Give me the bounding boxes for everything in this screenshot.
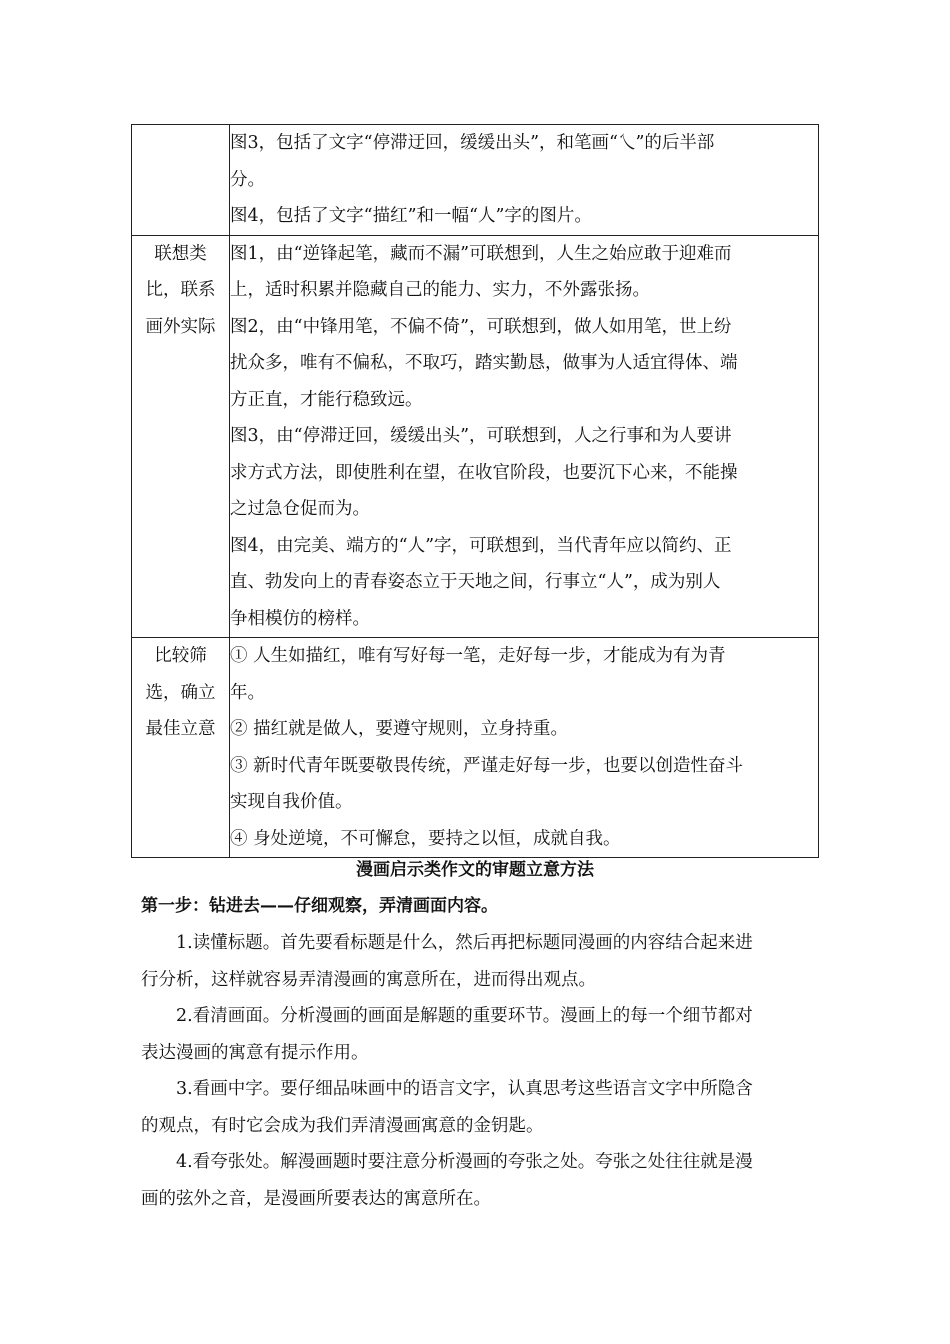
paragraph (141, 998, 813, 1071)
text-line: 扰众多，唯有不偏私，不取巧，踏实勤恳，做事为人适宜得体、端 (230, 353, 738, 373)
text-line: 图4，包括了文字“描红”和一幅“人”字的图片。 (230, 206, 592, 226)
label-line: 最佳立意 (145, 719, 216, 739)
text-line: 方正直，才能行稳致远。 (230, 389, 423, 410)
row-content-selection (230, 638, 819, 858)
text-line: 图1，由“逆锋起笔，藏而不漏”可联想到，人生之始应敢于迎难而 (230, 243, 732, 264)
paragraph (141, 1144, 813, 1217)
text-line: 年。 (230, 682, 265, 703)
paragraph-continuation: 行分析，这样就容易弄清漫画的寓意所在，进而得出观点。 (141, 969, 596, 990)
table-row (132, 235, 819, 638)
paragraph-first-line: 1.读懂标题。首先要看标题是什么，然后再把标题同漫画的内容结合起来进 (176, 933, 753, 953)
table-row (132, 638, 819, 858)
text-line: 之过急仓促而为。 (230, 499, 370, 519)
text-line: 图2，由“中锋用笔，不偏不倚”，可联想到，做人如用笔，世上纷 (230, 316, 732, 337)
paragraph-first-line: 2.看清画面。分析漫画的画面是解题的重要环节。漫画上的每一个细节都对 (176, 1006, 753, 1026)
paragraph (141, 1071, 813, 1144)
paragraph-continuation: 的观点，有时它会成为我们弄清漫画寓意的金钥匙。 (141, 1115, 544, 1136)
label-line: 联想类 (154, 243, 207, 264)
label-line: 比，联系 (145, 280, 216, 300)
table-row (132, 125, 819, 236)
analysis-table (131, 124, 819, 858)
text-line: 图3，由“停滞迂回，缓缓出头”，可联想到，人之行事和为人要讲 (230, 426, 732, 446)
label-line: 比较筛 (154, 646, 207, 666)
text-line: ③ 新时代青年既要敬畏传统，严谨走好每一步，也要以创造性奋斗 (230, 755, 744, 776)
paragraph-continuation: 表达漫画的寓意有提示作用。 (141, 1042, 369, 1063)
text-line: 分。 (230, 169, 265, 190)
paragraph (141, 925, 813, 998)
row-label-association (132, 235, 230, 638)
text-line: 求方式方法，即使胜利在望，在收官阶段，也要沉下心来，不能操 (230, 462, 738, 483)
row-label-empty (132, 125, 230, 236)
text-line: ② 描红就是做人，要遵守规则，立身持重。 (230, 719, 569, 739)
text-line: ④ 身处逆境，不可懈怠，要持之以恒，成就自我。 (230, 828, 621, 849)
text-line: 实现自我价值。 (230, 792, 353, 812)
text-line: ① 人生如描红，唯有写好每一笔，走好每一步，才能成为有为青 (230, 646, 726, 666)
paragraph-first-line: 4.看夸张处。解漫画题时要注意分析漫画的夸张之处。夸张之处往往就是漫 (176, 1152, 753, 1172)
label-line: 选，确立 (145, 682, 216, 703)
text-line: 直、勃发向上的青春姿态立于天地之间，行事立“人”，成为别人 (230, 572, 721, 592)
text-line: 上，适时积累并隐藏自己的能力、实力，不外露张扬。 (230, 280, 650, 300)
text-line: 图3，包括了文字“停滞迂回，缓缓出头”，和笔画“乀”的后半部 (230, 133, 715, 153)
paragraph-continuation: 画的弦外之音，是漫画所要表达的寓意所在。 (141, 1188, 491, 1209)
row-content-association (230, 235, 819, 638)
section-title: 漫画启示类作文的审题立意方法 (356, 860, 594, 880)
row-label-selection (132, 638, 230, 858)
text-line: 争相模仿的榜样。 (230, 608, 370, 629)
row-content-description (230, 125, 819, 236)
text-line: 图4，由完美、端方的“人”字，可联想到，当代青年应以简约、正 (230, 535, 732, 556)
paragraph-first-line: 3.看画中字。要仔细品味画中的语言文字，认真思考这些语言文字中所隐含 (176, 1079, 753, 1099)
step-heading: 第一步：钻进去——仔细观察，弄清画面内容。 (141, 896, 498, 916)
label-line: 画外实际 (145, 316, 216, 337)
